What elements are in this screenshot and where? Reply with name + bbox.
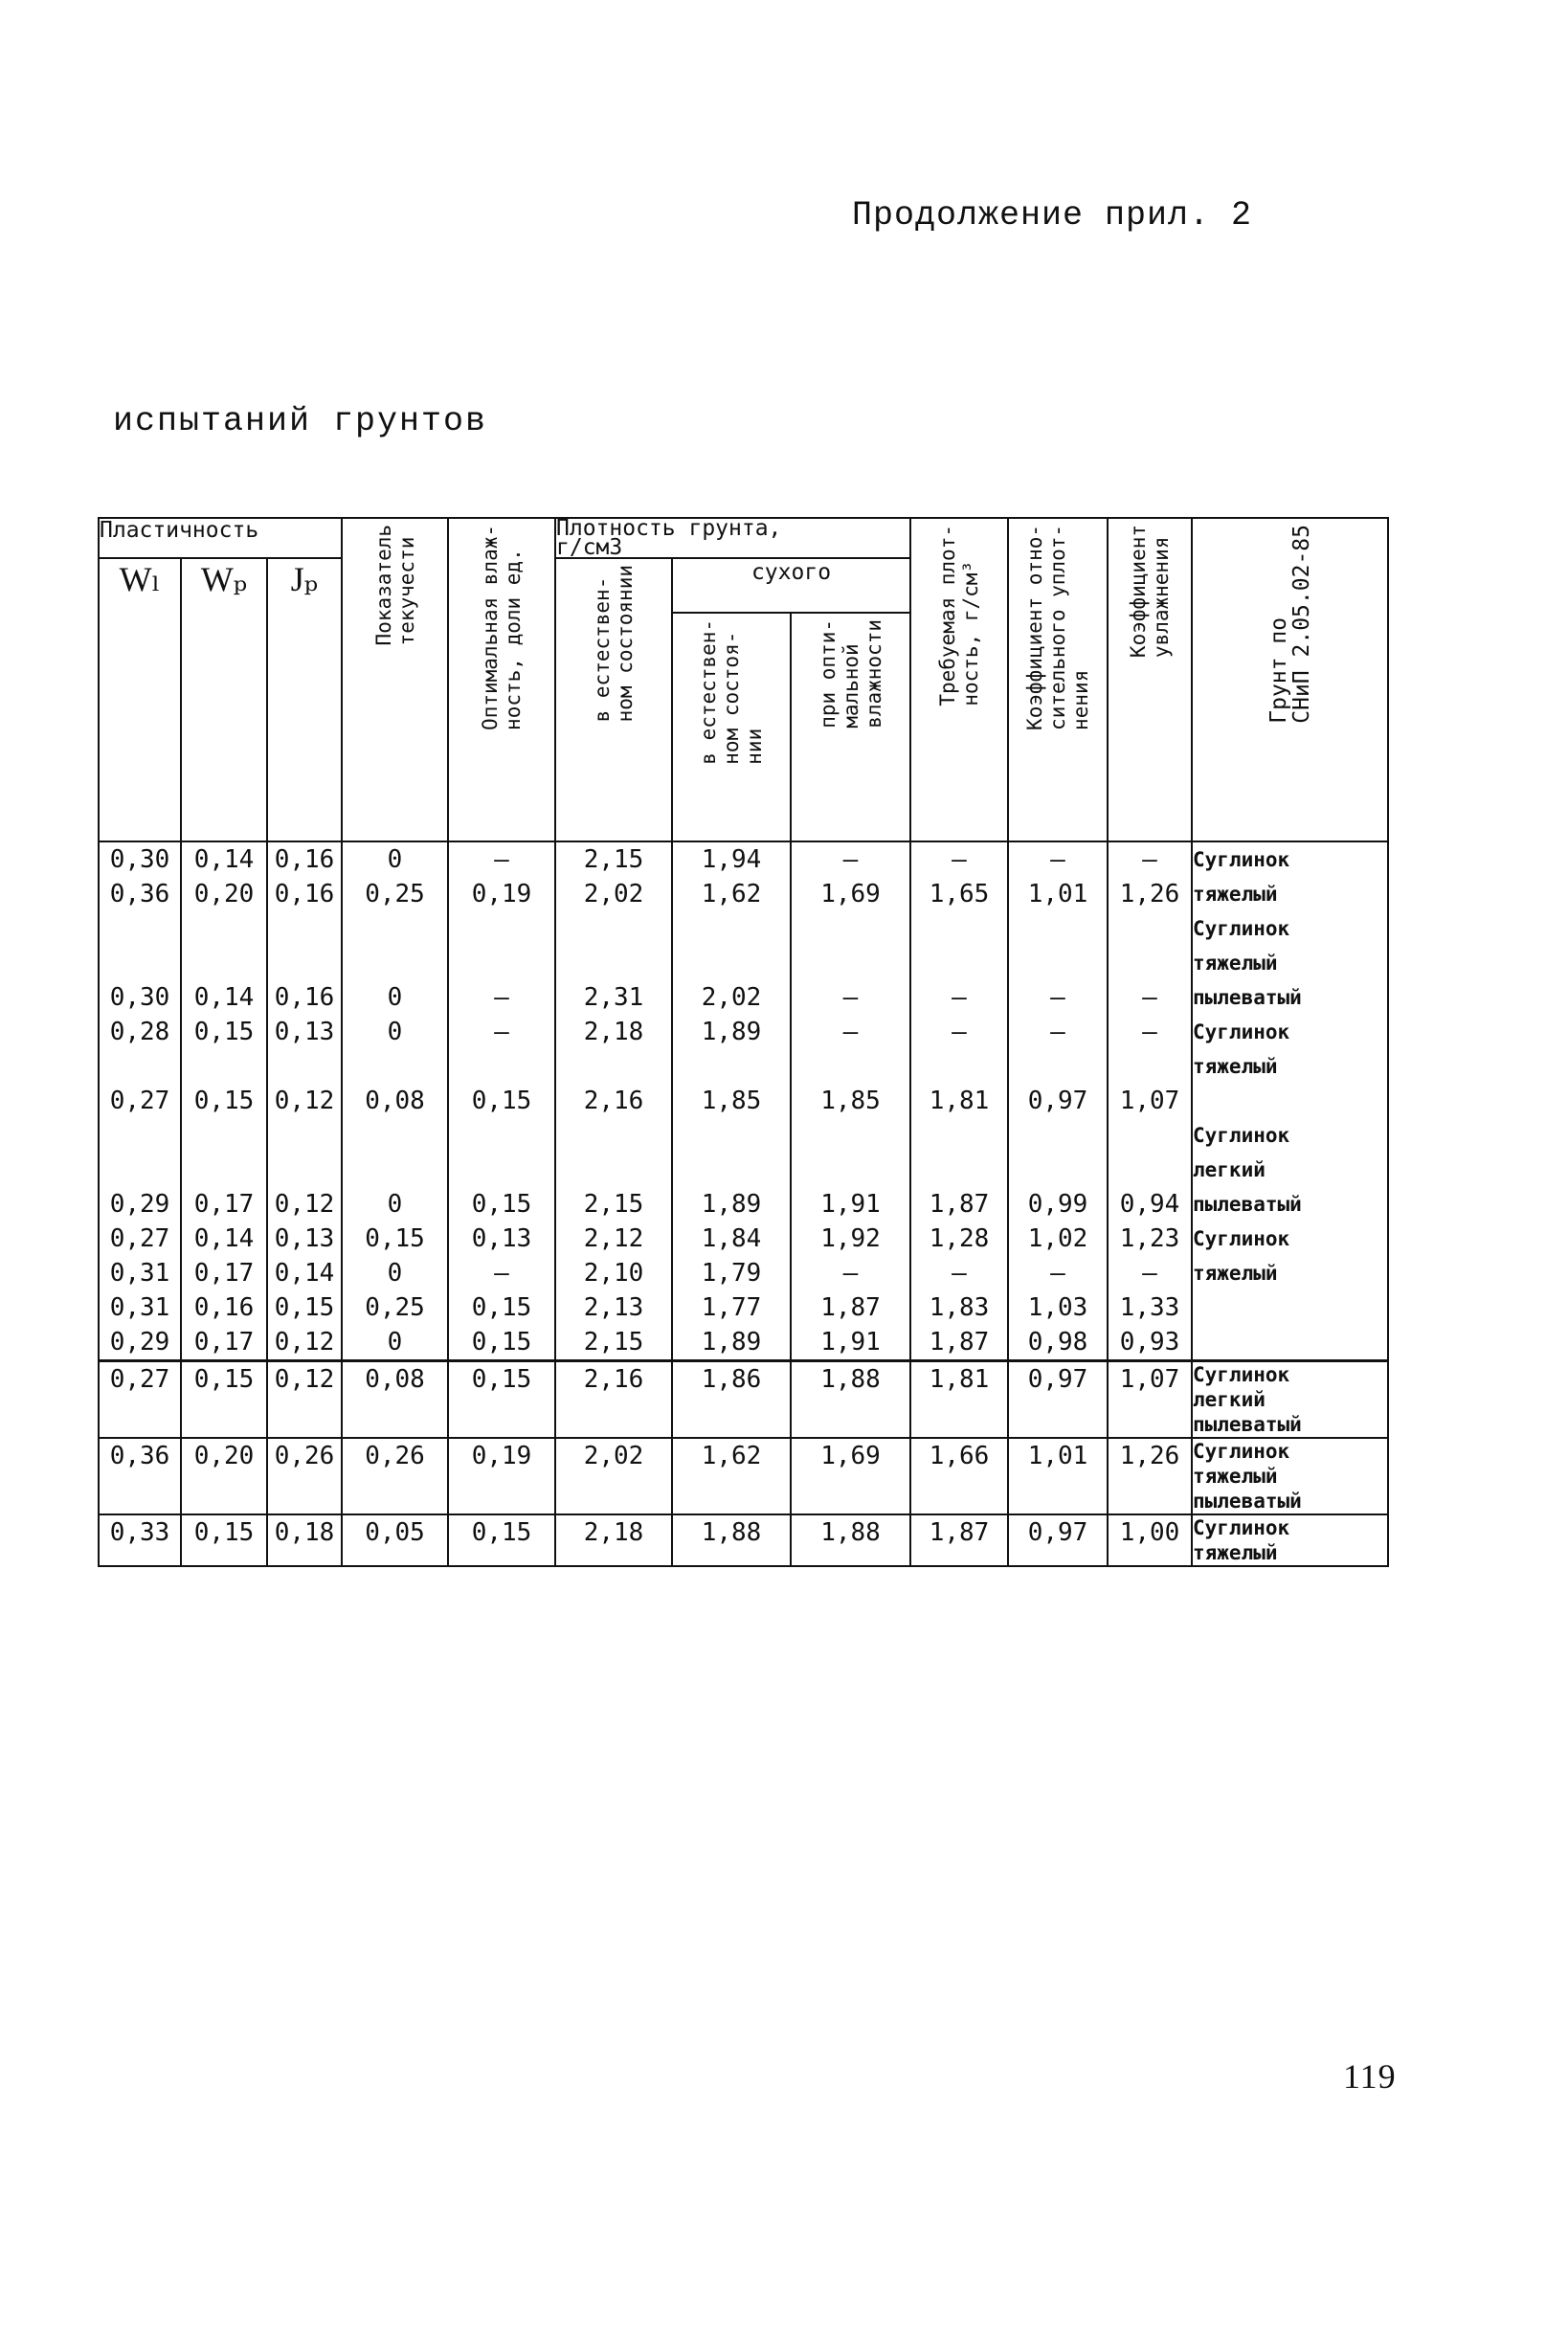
cell-dry-density-natural: 1,86 [672,1361,791,1439]
cell-optimal-moisture: – 0,19 – – 0,15 0,15 0,13 – 0,15 0,15 [448,841,555,1361]
cell-required-density: – 1,65 – – 1,81 1,87 1,28 – 1,83 1,87 [910,841,1008,1361]
cell-density-natural: 2,02 [555,1438,672,1514]
header-dry: сухого [672,558,910,613]
cell-jp: 0,12 [267,1361,342,1439]
cell-jp: 0,18 [267,1514,342,1566]
cell-moisture-coefficient: 1,07 [1108,1361,1192,1439]
cell-liquidity-index: 0,08 [342,1361,448,1439]
page-number: 119 [1343,2057,1397,2096]
cell-relative-compaction: 0,97 [1008,1514,1108,1566]
continuation-note: Продолжение прил. 2 [852,196,1253,235]
cell-density-natural: 2,15 2,02 2,31 2,18 2,16 2,15 2,12 2,10 2,13 2,15 [555,841,672,1361]
header-required-density-text: Требуемая плот- ность, г/см³ [936,525,982,706]
header-optimal-moisture [448,518,555,841]
cell-required-density: 1,81 [910,1361,1008,1439]
cell-dry-density-optimal: – 1,69 – – 1,85 1,91 1,92 – 1,87 1,91 [791,841,910,1361]
cell-moisture-coefficient: 1,00 [1108,1514,1192,1566]
table-row [99,841,1388,1361]
table-subtitle: испытаний грунтов [113,402,488,440]
header-dry-optimal [791,613,910,841]
cell-required-density: 1,66 [910,1438,1008,1514]
header-relative-compaction [1008,518,1108,841]
header-wl: Wₗ [99,558,181,841]
cell-jp: 0,16 0,16 0,16 0,13 0,12 0,12 0,13 0,14 0,15 0,12 [267,841,342,1361]
cell-liquidity-index: 0,26 [342,1438,448,1514]
cell-wp: 0,14 0,20 0,14 0,15 0,15 0,17 0,14 0,17 0,16 0,17 [181,841,267,1361]
cell-dry-density-optimal: 1,88 [791,1361,910,1439]
cell-relative-compaction: – 1,01 – – 0,97 0,99 1,02 – 1,03 0,98 [1008,841,1108,1361]
cell-wp: 0,20 [181,1438,267,1514]
header-liquidity-index-text: Показатель текучести [371,525,418,646]
header-dry-optimal-text: при опти- мальной влажности [816,618,885,729]
cell-dry-density-optimal: 1,88 [791,1514,910,1566]
header-dry-natural-text: в естествен- ном состоя- нии [697,618,766,765]
table-row [99,1438,1388,1514]
cell-liquidity-index: 0 0,25 0 0 0,08 0 0,15 0 0,25 0 [342,841,448,1361]
cell-liquidity-index: 0,05 [342,1514,448,1566]
header-natural-state [555,558,672,841]
cell-jp: 0,26 [267,1438,342,1514]
cell-dry-density-natural: 1,62 [672,1438,791,1514]
soil-test-table [98,517,1389,1567]
header-relative-compaction-text: Коэффициент отно- сительного уплот- нения [1023,525,1092,730]
cell-soil-type: Суглинок тяжелый пылеватый [1192,1438,1388,1514]
cell-wl: 0,30 0,36 0,30 0,28 0,27 0,29 0,27 0,31 0,31 0,29 [99,841,181,1361]
header-moisture-coefficient-text: Коэффициент увлажнения [1127,525,1173,659]
cell-dry-density-natural: 1,94 1,62 2,02 1,89 1,85 1,89 1,84 1,79 1,77 1,89 [672,841,791,1361]
header-liquidity-index [342,518,448,841]
table-row [99,1361,1388,1439]
header-soil-type-text: Грунт по СНиП 2.05.02-85 [1266,525,1314,724]
header-soil-density: Плотность грунта, г/см3 [555,518,910,558]
cell-density-natural: 2,18 [555,1514,672,1566]
cell-dry-density-natural: 1,88 [672,1514,791,1566]
cell-wl: 0,33 [99,1514,181,1566]
cell-soil-type: Суглинок легкий пылеватый [1192,1361,1388,1439]
header-plasticity: Пластичность [99,518,342,558]
cell-density-natural: 2,16 [555,1361,672,1439]
header-required-density [910,518,1008,841]
header-jp: Jₚ [267,558,342,841]
cell-soil-type: Суглинок тяжелый [1192,1514,1388,1566]
cell-optimal-moisture: 0,15 [448,1514,555,1566]
cell-wp: 0,15 [181,1361,267,1439]
cell-moisture-coefficient: – 1,26 – – 1,07 0,94 1,23 – 1,33 0,93 [1108,841,1192,1361]
cell-moisture-coefficient: 1,26 [1108,1438,1192,1514]
cell-relative-compaction: 1,01 [1008,1438,1108,1514]
cell-soil-type: Суглинок тяжелый Суглинок тяжелый пылеватый Суглинок тяжелый Суглинок легкий пылеватый Суглинок тяжелый [1192,841,1388,1361]
cell-relative-compaction: 0,97 [1008,1361,1108,1439]
cell-required-density: 1,87 [910,1514,1008,1566]
cell-wl: 0,27 [99,1361,181,1439]
header-optimal-moisture-text: Оптимальная влаж- ность, доли ед. [479,525,525,730]
header-wp: Wₚ [181,558,267,841]
header-natural-state-text: в естествен- ном состоянии [591,565,637,723]
cell-dry-density-optimal: 1,69 [791,1438,910,1514]
header-soil-type [1192,518,1388,841]
cell-wl: 0,36 [99,1438,181,1514]
table-row [99,1514,1388,1566]
cell-optimal-moisture: 0,15 [448,1361,555,1439]
header-moisture-coefficient [1108,518,1192,841]
header-dry-natural [672,613,791,841]
cell-optimal-moisture: 0,19 [448,1438,555,1514]
cell-wp: 0,15 [181,1514,267,1566]
